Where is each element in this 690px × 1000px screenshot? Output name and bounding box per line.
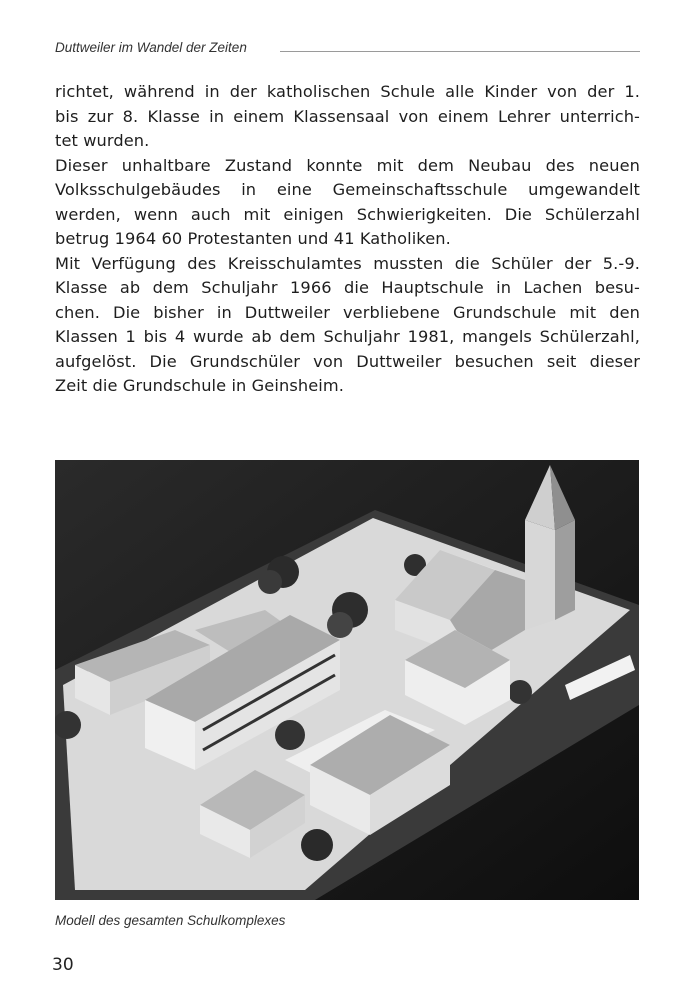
running-header: [55, 40, 640, 60]
running-title: Duttweiler im Wandel der Zeiten: [55, 40, 247, 55]
text-line: Zeit die Grundschule in Geinsheim.: [55, 376, 344, 395]
text-line: tet wurden.: [55, 131, 150, 150]
text-line: aufgelöst. Die Grundschüler von Duttweiler besuchen seit dieser: [55, 351, 640, 371]
header-rule: [280, 51, 640, 52]
text-line: chen. Die bisher in Duttweiler verbliebene Grundschule mit den: [55, 302, 640, 322]
text-line: betrug 1964 60 Protestanten und 41 Katholiken.: [55, 229, 451, 248]
text-line: bis zur 8. Klasse in einem Klassensaal von einem Lehrer unterrich-: [55, 106, 640, 126]
text-line: Volksschulgebäudes in eine Gemeinschaftsschule umgewandelt: [55, 180, 640, 199]
body-text: [55, 80, 640, 399]
figure-caption: Modell des gesamten Schulkomplexes: [55, 913, 286, 928]
page-number: 30: [52, 955, 74, 975]
school-model-photo: [55, 460, 639, 900]
text-line: Dieser unhaltbare Zustand konnte mit dem Neubau des neuen: [55, 155, 640, 175]
text-line: Mit Verfügung des Kreisschulamtes mussten die Schüler der 5.-9.: [55, 253, 640, 273]
text-line: Klassen 1 bis 4 wurde ab dem Schuljahr 1981, mangels Schülerzahl,: [55, 327, 640, 346]
text-line: richtet, während in der katholischen Schule alle Kinder von der 1.: [55, 82, 640, 101]
text-line: Klasse ab dem Schuljahr 1966 die Hauptschule in Lachen besu-: [55, 278, 640, 297]
text-line: werden, wenn auch mit einigen Schwierigkeiten. Die Schülerzahl: [55, 204, 640, 224]
